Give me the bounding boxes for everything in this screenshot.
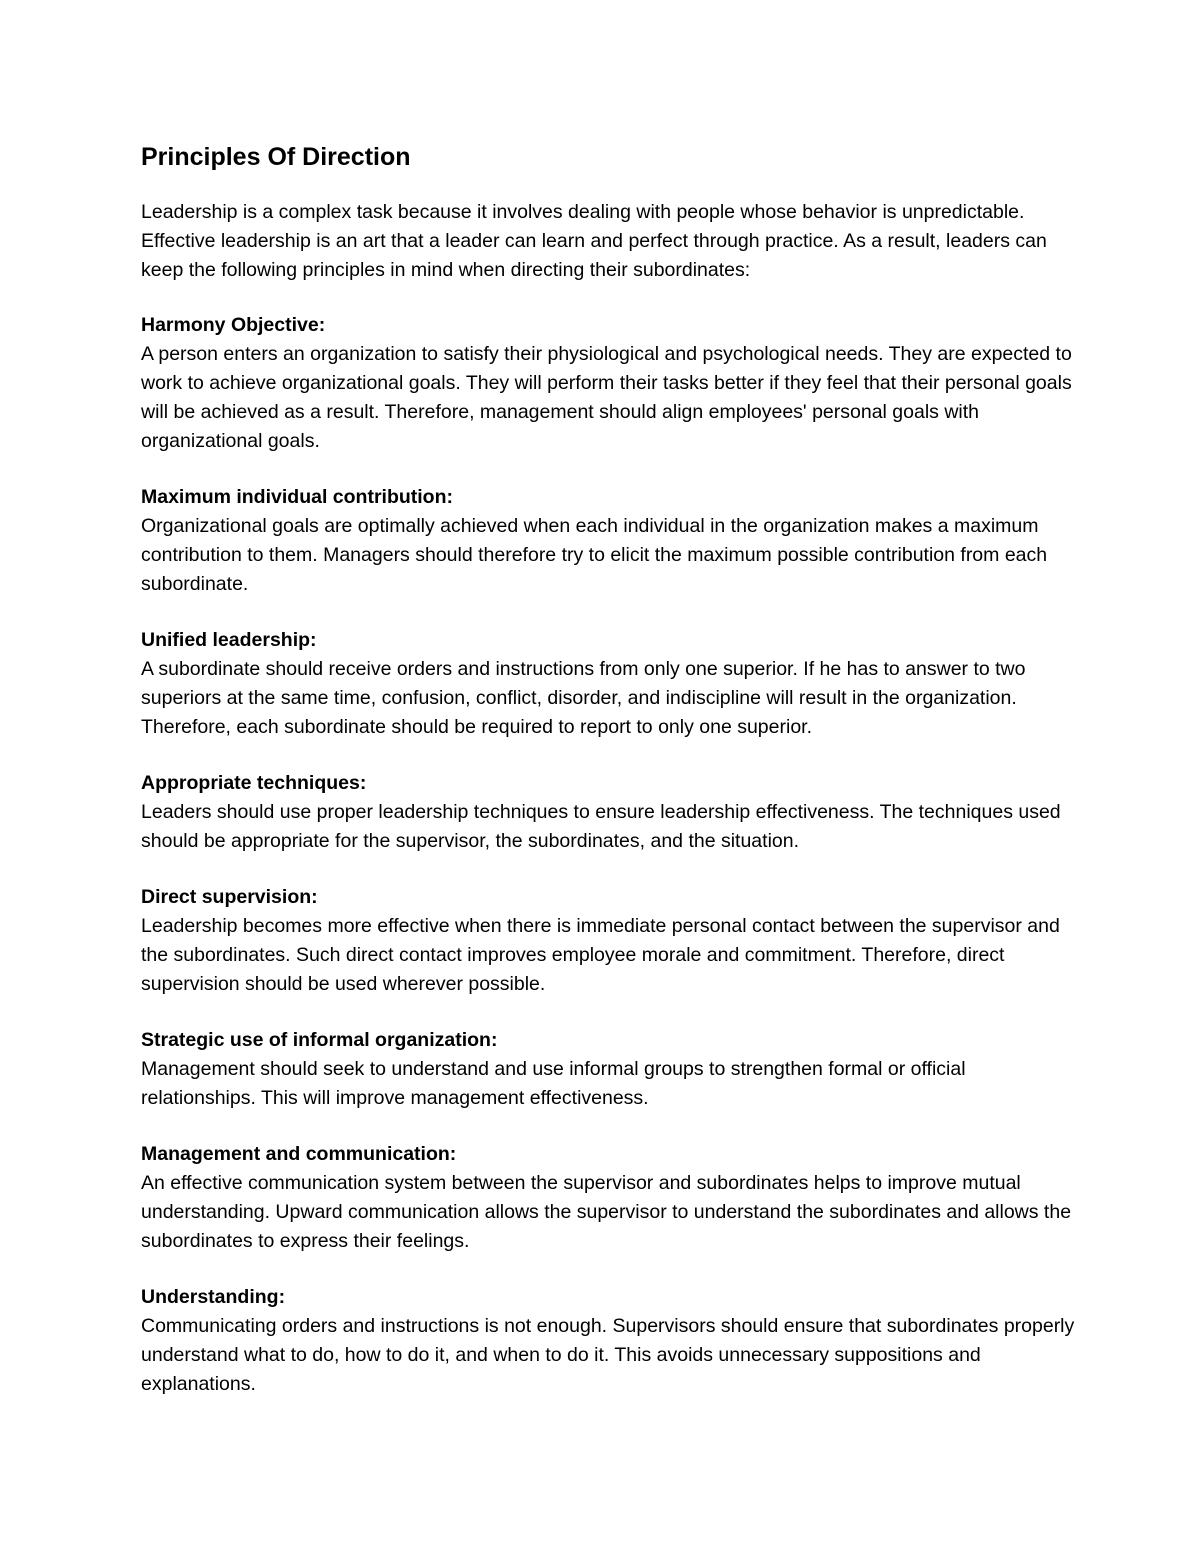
section-appropriate-techniques — [141, 769, 1076, 856]
section-management-and-communication — [141, 1140, 1076, 1256]
section-heading: Management and communication: — [141, 1143, 457, 1165]
document-title: Principles Of Direction — [141, 143, 411, 171]
section-body: Management should seek to understand and use informal groups to strengthen formal or official relationships. This will improve management effectiveness. — [141, 1058, 966, 1109]
section-heading: Strategic use of informal organization: — [141, 1029, 498, 1051]
section-direct-supervision — [141, 883, 1076, 999]
section-body: Leadership becomes more effective when there is immediate personal contact between the supervisor and the subordinates. Such direct contact improves employee morale and commitment. Therefore, direct supervision should be used wherever possible. — [141, 915, 1060, 995]
section-heading: Harmony Objective: — [141, 314, 326, 336]
section-heading: Unified leadership: — [141, 629, 317, 651]
section-strategic-use-of-informal-organization — [141, 1026, 1076, 1113]
section-body: A subordinate should receive orders and instructions from only one superior. If he has to answer to two superiors at the same time, confusion, conflict, disorder, and indiscipline will result in the organization. Therefore, each subordinate should be required to report to only one superior. — [141, 658, 1026, 738]
section-unified-leadership — [141, 626, 1076, 742]
section-body: A person enters an organization to satisfy their physiological and psychological needs. They are expected to work to achieve organizational goals. They will perform their tasks better if they feel that their personal goals will be achieved as a result. Therefore, management should align employees' personal goals with organizational goals. — [141, 343, 1072, 452]
section-maximum-individual-contribution — [141, 483, 1076, 599]
section-harmony-objective — [141, 311, 1076, 456]
section-heading: Maximum individual contribution: — [141, 486, 453, 508]
intro-paragraph: Leadership is a complex task because it involves dealing with people whose behavior is unpredictable. Effective leadership is an art that a leader can learn and perfect through practice. As a result, leaders can keep the following principles in mind when directing their subordinates: — [141, 201, 1047, 281]
document-page — [141, 138, 1076, 1426]
section-body: Organizational goals are optimally achieved when each individual in the organization makes a maximum contribution to them. Managers should therefore try to elicit the maximum possible contribution from each subordinate. — [141, 515, 1048, 595]
section-heading: Direct supervision: — [141, 886, 318, 908]
section-heading: Understanding: — [141, 1286, 286, 1308]
section-heading: Appropriate techniques: — [141, 772, 367, 794]
section-understanding — [141, 1283, 1076, 1399]
section-body: An effective communication system between the supervisor and subordinates helps to improve mutual understanding. Upward communication allows the supervisor to understand the subordinates and allows the subordinates to express their feelings. — [141, 1172, 1072, 1252]
section-body: Leaders should use proper leadership techniques to ensure leadership effectiveness. The techniques used should be appropriate for the supervisor, the subordinates, and the situation. — [141, 801, 1061, 852]
section-body: Communicating orders and instructions is not enough. Supervisors should ensure that subordinates properly understand what to do, how to do it, and when to do it. This avoids unnecessary suppositions and explanations. — [141, 1315, 1075, 1395]
